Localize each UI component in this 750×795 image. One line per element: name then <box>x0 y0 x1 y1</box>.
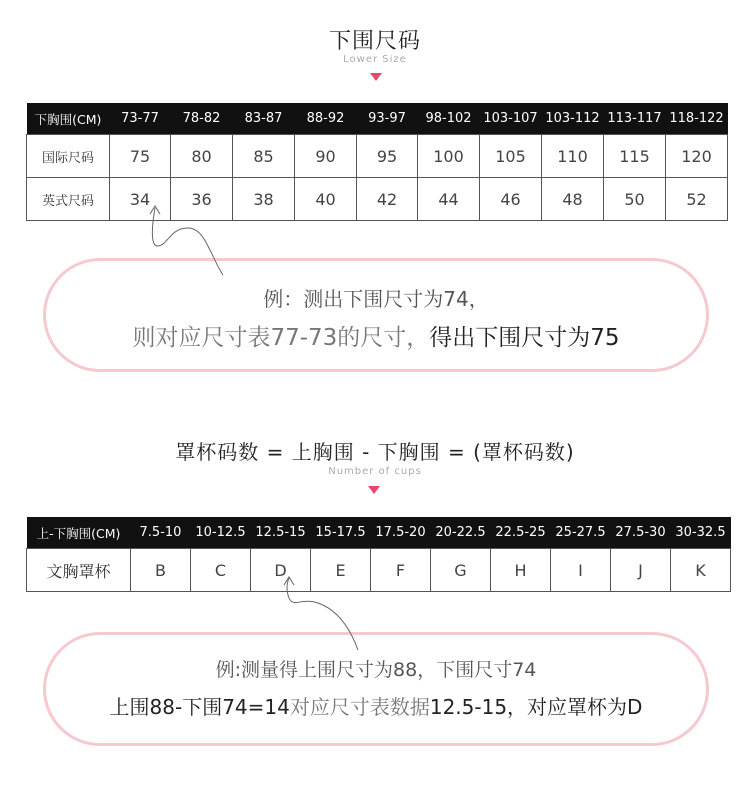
header-cell: 22.5-25 <box>491 517 551 549</box>
table-cell: D <box>251 549 311 592</box>
header-cell: 25-27.5 <box>551 517 611 549</box>
table-cell: B <box>131 549 191 592</box>
table-cell: 36 <box>171 178 233 221</box>
table-cell: 110 <box>542 135 604 178</box>
table-cell: 40 <box>295 178 357 221</box>
header-cell: 30-32.5 <box>671 517 731 549</box>
header-cell: 27.5-30 <box>611 517 671 549</box>
table-cell: C <box>191 549 251 592</box>
table-cell: 38 <box>233 178 295 221</box>
example-text-line1: 例：测出下围尺寸为74， <box>263 287 489 311</box>
table-cell: 85 <box>233 135 295 178</box>
table-cell: 95 <box>357 135 418 178</box>
table-cell: 100 <box>418 135 480 178</box>
table-cell: 75 <box>110 135 171 178</box>
header-cell: 17.5-20 <box>371 517 431 549</box>
example-text-line2-part-a: 上围88-下围74=14 <box>109 695 290 719</box>
example-text-line2-part-a: 则对应尺寸表77-73的尺寸， <box>132 325 430 351</box>
header-cell: 83-87 <box>233 103 295 135</box>
header-cell: 7.5-10 <box>131 517 191 549</box>
table-cell: G <box>431 549 491 592</box>
header-cell: 103-107 <box>480 103 542 135</box>
header-cell: 113-117 <box>604 103 666 135</box>
example-text-line2-part-b: 对应尺寸表数据 <box>289 695 430 719</box>
header-cell: 98-102 <box>418 103 480 135</box>
example-text-line2-part-c: 12.5-15，对应罩杯为D <box>429 695 643 719</box>
header-cell: 20-22.5 <box>431 517 491 549</box>
row-label: 文胸罩杯 <box>27 549 131 592</box>
row-label: 英式尺码 <box>27 178 110 221</box>
example-text-line1: 例:测量得上围尺寸为88，下围尺寸74 <box>215 659 537 681</box>
section2-subtitle: Number of cups <box>328 466 422 477</box>
header-cell: 93-97 <box>357 103 418 135</box>
table-cell: 34 <box>110 178 171 221</box>
header-cell: 10-12.5 <box>191 517 251 549</box>
header-cell: 73-77 <box>110 103 171 135</box>
table-cell: 46 <box>480 178 542 221</box>
table-cell: 50 <box>604 178 666 221</box>
table-cell: 44 <box>418 178 480 221</box>
table-cell: 42 <box>357 178 418 221</box>
row-label: 国际尺码 <box>27 135 110 178</box>
header-cell: 88-92 <box>295 103 357 135</box>
table-cell: K <box>671 549 731 592</box>
table-cell: F <box>371 549 431 592</box>
table-cell: 48 <box>542 178 604 221</box>
table-cell: J <box>611 549 671 592</box>
header-cell: 上-下胸围(CM) <box>27 517 131 549</box>
section2-title: 罩杯码数 = 上胸围 - 下胸围 = (罩杯码数) <box>175 440 575 464</box>
header-cell: 118-122 <box>666 103 728 135</box>
section1-subtitle: Lower Size <box>343 54 407 65</box>
table-cell: 52 <box>666 178 728 221</box>
section1-title: 下围尺码 <box>328 29 421 54</box>
table-cell: 90 <box>295 135 357 178</box>
header-cell: 下胸围(CM) <box>27 103 110 135</box>
table-cell: H <box>491 549 551 592</box>
header-cell: 78-82 <box>171 103 233 135</box>
table-cell: I <box>551 549 611 592</box>
table-cell: 105 <box>480 135 542 178</box>
table-cell: 120 <box>666 135 728 178</box>
table-cell: 80 <box>171 135 233 178</box>
header-cell: 15-17.5 <box>311 517 371 549</box>
header-cell: 12.5-15 <box>251 517 311 549</box>
example-text-line2-part-b: 得出下围尺寸为75 <box>429 325 620 351</box>
header-cell: 103-112 <box>542 103 604 135</box>
table-cell: E <box>311 549 371 592</box>
table-cell: 115 <box>604 135 666 178</box>
